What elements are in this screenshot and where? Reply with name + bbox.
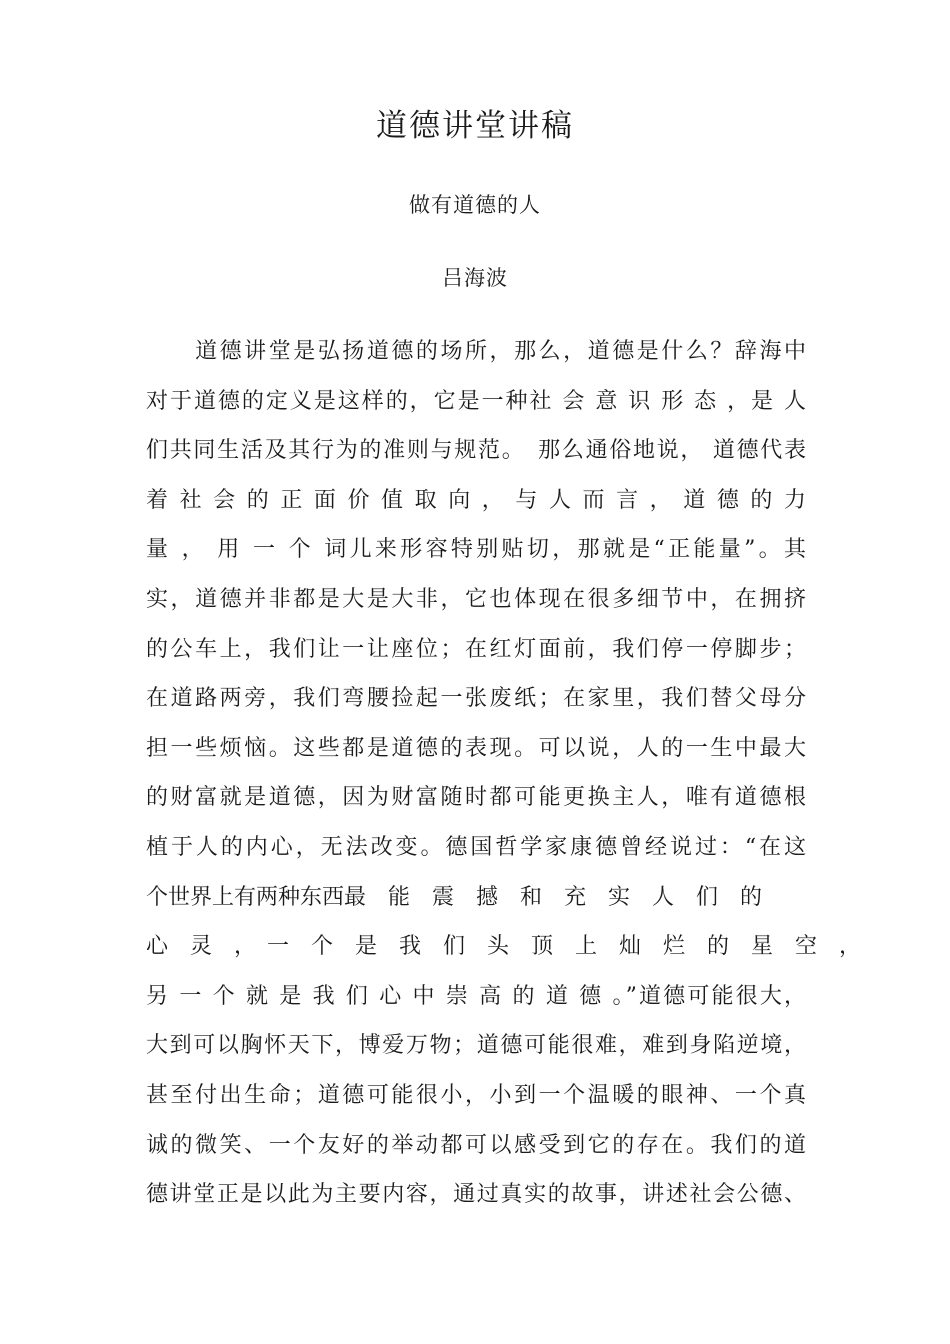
author-name: 吕海波 bbox=[442, 266, 508, 290]
body-line: 诚的微笑、一个友好的举动都可以感受到它的存在。我们的道 bbox=[146, 1132, 806, 1158]
body-line: 甚至付出生命；道德可能很小，小到一个温暖的眼神、一个真 bbox=[146, 1082, 806, 1108]
body-line: 的公车上，我们让一让座位；在红灯面前，我们停一停脚步； bbox=[146, 636, 806, 662]
body-line: 量 ， 用 一 个 词儿来形容特别贴切，那就是“正能量”。其 bbox=[146, 537, 806, 563]
body-line: 担一些烦恼。这些都是道德的表现。可以说，人的一生中最大 bbox=[146, 735, 806, 761]
body-line: 对于道德的定义是这样的，它是一种社 会 意 识 形 态 ，是 人 bbox=[146, 388, 806, 414]
document-subtitle: 做有道德的人 bbox=[409, 193, 541, 217]
body-line: 个世界上有两种东西最 能 震 撼 和 充 实 人 们 的 bbox=[146, 884, 763, 910]
body-line: 着 社 会 的 正 面 价 值 取 向 ， 与 人 而 言 ， 道 德 的 力 bbox=[146, 487, 806, 513]
body-line: 道德讲堂是弘扬道德的场所，那么，道德是什么？辞海中 bbox=[146, 339, 806, 364]
body-line: 德讲堂正是以此为主要内容，通过真实的故事，讲述社会公德、 bbox=[146, 1182, 806, 1208]
body-line: 们共同生活及其行为的准则与规范。 那么通俗地说， 道德代表 bbox=[146, 438, 806, 464]
body-line: 植于人的内心，无法改变。德国哲学家康德曾经说过：“在这 bbox=[146, 834, 806, 860]
document-title: 道德讲堂讲稿 bbox=[376, 108, 574, 144]
body-paragraph bbox=[146, 332, 862, 1225]
body-line: 的财富就是道德，因为财富随时都可能更换主人，唯有道德根 bbox=[146, 785, 806, 811]
body-line: 实，道德并非都是大是大非，它也体现在很多细节中，在拥挤 bbox=[146, 586, 806, 612]
body-line: 心 灵 ， 一 个 是 我 们 头 顶 上 灿 烂 的 星 空 ， bbox=[146, 934, 862, 960]
body-line: 在道路两旁，我们弯腰捡起一张废纸；在家里，我们替父母分 bbox=[146, 686, 806, 712]
body-line: 另 一 个 就 是 我 们 心 中 崇 高 的 道 德 。”道德可能很大， bbox=[146, 983, 806, 1009]
body-line: 大到可以胸怀天下，博爱万物；道德可能很难，难到身陷逆境， bbox=[146, 1033, 806, 1059]
